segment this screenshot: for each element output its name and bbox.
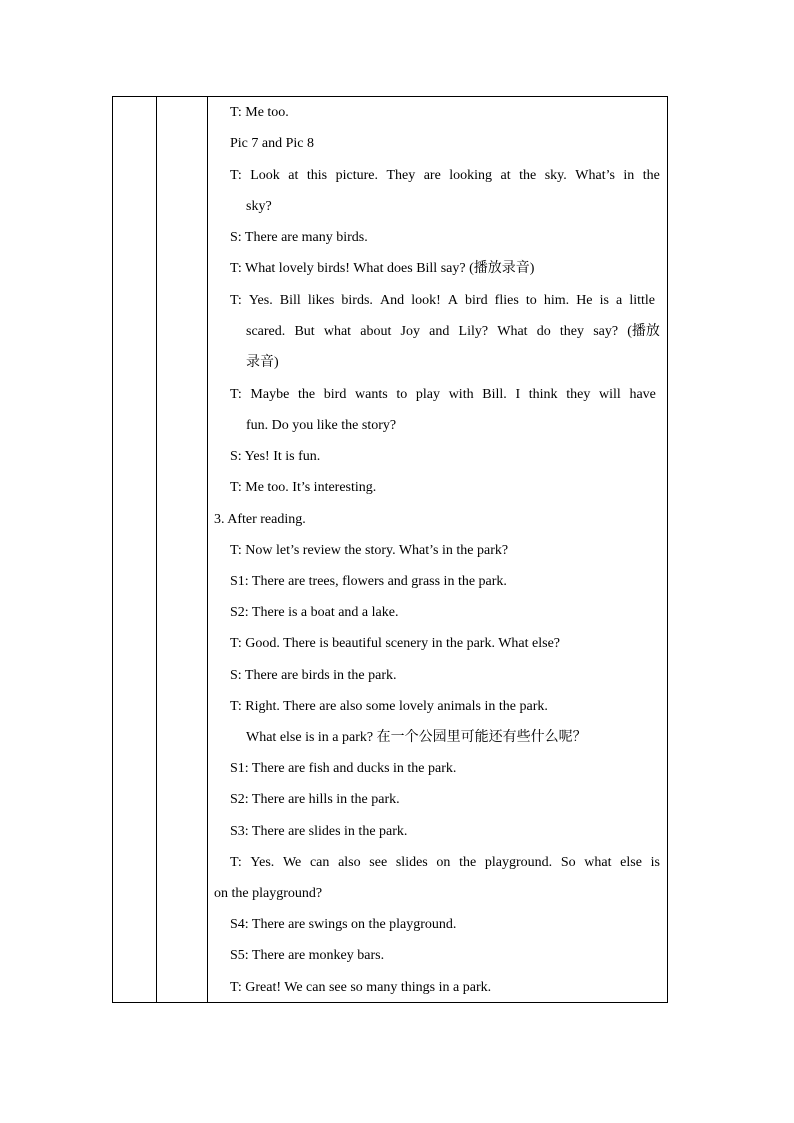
word: wants: [355, 387, 388, 402]
word: playground.: [484, 855, 553, 870]
word: what: [584, 855, 612, 870]
word: in: [623, 168, 635, 183]
text-line: T: Me too.: [230, 105, 289, 120]
word: about: [360, 324, 392, 339]
text-line: fun. Do you like the story?: [246, 418, 397, 433]
word: Maybe: [250, 387, 290, 402]
text-line: S5: There are monkey bars.: [230, 948, 385, 963]
word: they: [566, 387, 591, 402]
word: sky.: [544, 168, 567, 183]
text-line: [246, 324, 660, 340]
word: on: [436, 855, 451, 870]
text-line: S4: There are swings on the playground.: [230, 917, 457, 932]
text-line: S: There are birds in the park.: [230, 668, 397, 683]
empty-cell-middle: [157, 97, 208, 1003]
word: bird: [323, 387, 347, 402]
text-line: sky?: [246, 199, 272, 214]
word: He: [576, 293, 593, 308]
word: I: [515, 387, 521, 402]
word: will: [599, 387, 621, 402]
word: the: [297, 387, 316, 402]
text-line: S1: There are trees, flowers and grass in the park.: [230, 574, 507, 589]
text-line: S1: There are fish and ducks in the park.: [230, 761, 457, 776]
word: T:: [230, 855, 242, 870]
word: T:: [230, 387, 242, 402]
text-line: [230, 855, 660, 871]
word: and: [429, 324, 450, 339]
word: are: [423, 168, 441, 183]
word: do: [536, 324, 551, 339]
word: to: [525, 293, 537, 308]
empty-cell-left: [113, 97, 157, 1003]
text-line: on the playground?: [214, 886, 323, 901]
word: the: [459, 855, 477, 870]
word: have: [629, 387, 656, 402]
text-line: [230, 168, 660, 184]
word: slides: [395, 855, 428, 870]
word: Joy: [400, 324, 420, 339]
word: is: [650, 855, 660, 870]
word: look!: [411, 293, 441, 308]
word: picture.: [335, 168, 378, 183]
word: They: [386, 168, 416, 183]
word: So: [560, 855, 576, 870]
word: little: [629, 293, 655, 308]
word: scared.: [246, 324, 286, 339]
word: What: [497, 324, 528, 339]
word: a: [616, 293, 623, 308]
text-line: S2: There are hills in the park.: [230, 792, 400, 807]
word: with: [448, 387, 474, 402]
text-line: What else is in a park? 在一个公园里可能还有些什么呢？: [246, 730, 587, 745]
word: What’s: [575, 168, 615, 183]
word: play: [415, 387, 441, 402]
word: what: [323, 324, 352, 339]
word: A: [447, 293, 458, 308]
word: at: [288, 168, 299, 183]
text-line: S: Yes! It is fun.: [230, 449, 321, 464]
text-line: T: Me too. It’s interesting.: [230, 480, 377, 495]
word: this: [306, 168, 328, 183]
text-line: T: Now let’s review the story. What’s in the park?: [230, 543, 509, 558]
text-line: S: There are many birds.: [230, 230, 368, 245]
text-line: S3: There are slides in the park.: [230, 824, 408, 839]
word: the: [519, 168, 537, 183]
word: (播放: [627, 324, 660, 339]
word: birds.: [341, 293, 373, 308]
table-row: [113, 97, 668, 1003]
word: T:: [230, 293, 242, 308]
word: But: [294, 324, 315, 339]
word: say?: [593, 324, 619, 339]
word: flies: [494, 293, 519, 308]
text-line: Pic 7 and Pic 8: [230, 136, 314, 151]
text-line: T: Great! We can see so many things in a park.: [230, 980, 492, 995]
section-heading: 3. After reading.: [214, 512, 306, 527]
word: is: [599, 293, 609, 308]
text-line: T: What lovely birds! What does Bill say? (播放录音): [230, 261, 535, 276]
word: can: [309, 855, 330, 870]
text-line: [230, 293, 655, 309]
word: they: [559, 324, 585, 339]
content-cell: [208, 97, 668, 1003]
word: likes: [307, 293, 335, 308]
text-line: 录音): [246, 355, 279, 370]
word: at: [500, 168, 511, 183]
word: see: [369, 855, 388, 870]
word: bird: [465, 293, 488, 308]
word: him.: [543, 293, 570, 308]
word: also: [338, 855, 361, 870]
word: We: [282, 855, 302, 870]
word: Yes.: [250, 855, 275, 870]
word: T:: [230, 168, 242, 183]
text-line: T: Good. There is beautiful scenery in the park. What else?: [230, 636, 561, 651]
word: to: [396, 387, 408, 402]
word: else: [620, 855, 642, 870]
text-line: [230, 387, 656, 403]
word: And: [379, 293, 405, 308]
word: the: [642, 168, 660, 183]
word: Lily?: [458, 324, 489, 339]
text-line: S2: There is a boat and a lake.: [230, 605, 399, 620]
dialogue-text: [208, 97, 667, 1002]
word: Bill: [279, 293, 301, 308]
word: looking: [449, 168, 493, 183]
word: think: [528, 387, 558, 402]
word: Yes.: [248, 293, 273, 308]
word: Bill.: [482, 387, 507, 402]
lesson-table: [112, 96, 668, 1003]
text-line: T: Right. There are also some lovely animals in the park.: [230, 699, 548, 714]
word: Look: [250, 168, 280, 183]
